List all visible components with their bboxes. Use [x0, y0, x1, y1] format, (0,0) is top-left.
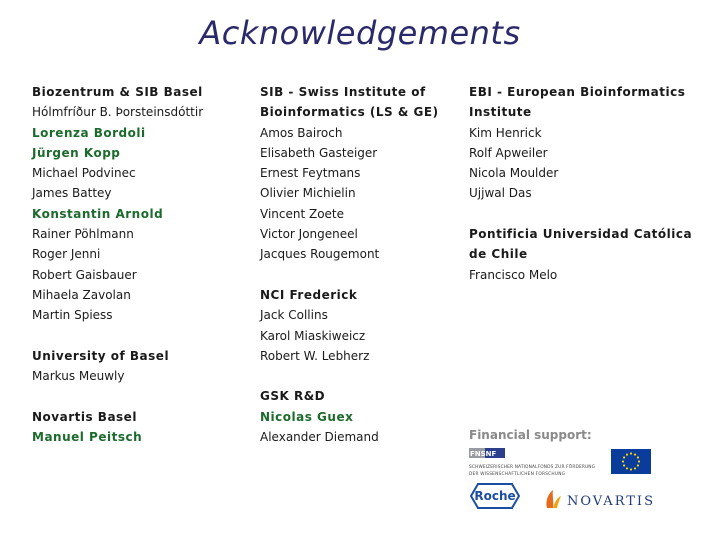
heading-biozentrum-sib-basel: Biozentrum & SIB Basel: [32, 85, 203, 99]
name-rolf-apweiler: Rolf Apweiler: [469, 145, 548, 160]
eu-star: [626, 453, 628, 455]
name-jack-collins: Jack Collins: [260, 308, 328, 323]
name-victor-jongeneel: Victor Jongeneel: [260, 227, 358, 242]
name-michael-podvinec: Michael Podvinec: [32, 166, 136, 181]
column-biozentrum: [32, 82, 203, 447]
eu-star: [634, 453, 636, 455]
name-h-lmfr-ur-b-orsteinsd-ttir: Hólmfríður B. Þorsteinsdóttir: [32, 105, 204, 120]
name-robert-gaisbauer: Robert Gaisbauer: [32, 267, 137, 282]
spacer: [260, 265, 439, 285]
name-ernest-feytmans: Ernest Feytmans: [260, 166, 361, 181]
eu-star: [638, 460, 640, 462]
name-konstantin-arnold: Konstantin Arnold: [32, 206, 164, 221]
eu-star: [626, 467, 628, 469]
name-markus-meuwly: Markus Meuwly: [32, 369, 125, 384]
eu-star: [623, 464, 625, 466]
name-karol-miaskiweicz: Karol Miaskiweicz: [260, 328, 366, 343]
name-lorenza-bordoli: Lorenza Bordoli: [32, 125, 146, 140]
eu-flag-icon: [611, 449, 651, 474]
eu-star: [623, 456, 625, 458]
name-manuel-peitsch: Manuel Peitsch: [32, 430, 143, 445]
name-mihaela-zavolan: Mihaela Zavolan: [32, 287, 131, 302]
column-sib: [260, 82, 439, 447]
name-james-battey: James Battey: [32, 186, 112, 201]
eu-star: [630, 468, 632, 470]
name-j-rgen-kopp: Jürgen Kopp: [32, 145, 121, 160]
name-nicolas-guex: Nicolas Guex: [260, 409, 354, 424]
heading-nci-frederick: NCI Frederick: [260, 287, 358, 302]
spacer: [32, 326, 203, 346]
heading-sib-swiss-institute-of: SIB - Swiss Institute of: [260, 85, 426, 99]
roche-logo: [470, 483, 520, 509]
roche-text: Roche: [474, 489, 516, 503]
name-kim-henrick: Kim Henrick: [469, 125, 542, 140]
name-ujjwal-das: Ujjwal Das: [469, 186, 532, 201]
snf-logo: [469, 448, 597, 478]
heading-bioinformatics-ls-ge: Bioinformatics (LS & GE): [260, 105, 439, 120]
svg-text:DER WISSENSCHAFTLICHEN FORSCHU: DER WISSENSCHAFTLICHEN FORSCHUNG: [469, 472, 565, 477]
name-alexander-diemand: Alexander Diemand: [260, 430, 379, 445]
name-rainer-p-hlmann: Rainer Pöhlmann: [32, 227, 134, 242]
heading-pontificia-universidad-cat-lica: Pontificia Universidad Católica: [469, 227, 693, 242]
page-title: Acknowledgements: [199, 14, 521, 52]
heading-university-of-basel: University of Basel: [32, 348, 170, 363]
column-ebi: [469, 82, 692, 285]
spacer: [260, 366, 439, 386]
name-olivier-michielin: Olivier Michielin: [260, 186, 356, 201]
heading-novartis-basel: Novartis Basel: [32, 409, 137, 424]
name-roger-jenni: Roger Jenni: [32, 247, 101, 262]
heading-ebi-european-bioinformatics: EBI - European Bioinformatics: [469, 85, 686, 99]
eu-star: [637, 464, 639, 466]
name-vincent-zoete: Vincent Zoete: [260, 206, 345, 221]
name-martin-spiess: Martin Spiess: [32, 308, 113, 323]
heading-gsk-r-d: GSK R&D: [260, 389, 326, 404]
svg-text:SCHWEIZERISCHER NATIONALFONDS: SCHWEIZERISCHER NATIONALFONDS ZUR FÖRDERUNG: [469, 465, 595, 470]
name-robert-w-lebherz: Robert W. Lebherz: [260, 348, 370, 363]
eu-star: [634, 467, 636, 469]
snf-mark-text: FNSNF: [470, 450, 497, 458]
name-francisco-melo: Francisco Melo: [469, 267, 558, 282]
name-amos-bairoch: Amos Bairoch: [260, 125, 343, 140]
novartis-text: NOVARTIS: [567, 494, 655, 509]
heading-institute: Institute: [469, 105, 532, 120]
spacer: [469, 204, 692, 224]
spacer: [32, 386, 203, 406]
eu-star: [637, 456, 639, 458]
name-nicola-moulder: Nicola Moulder: [469, 166, 559, 181]
eu-star: [622, 460, 624, 462]
name-elisabeth-gasteiger: Elisabeth Gasteiger: [260, 145, 378, 160]
financial-support-label: Financial support:: [469, 428, 592, 442]
eu-star: [630, 452, 632, 454]
heading-de-chile: de Chile: [469, 247, 528, 262]
name-jacques-rougemont: Jacques Rougemont: [260, 247, 380, 262]
novartis-logo: [543, 488, 658, 510]
